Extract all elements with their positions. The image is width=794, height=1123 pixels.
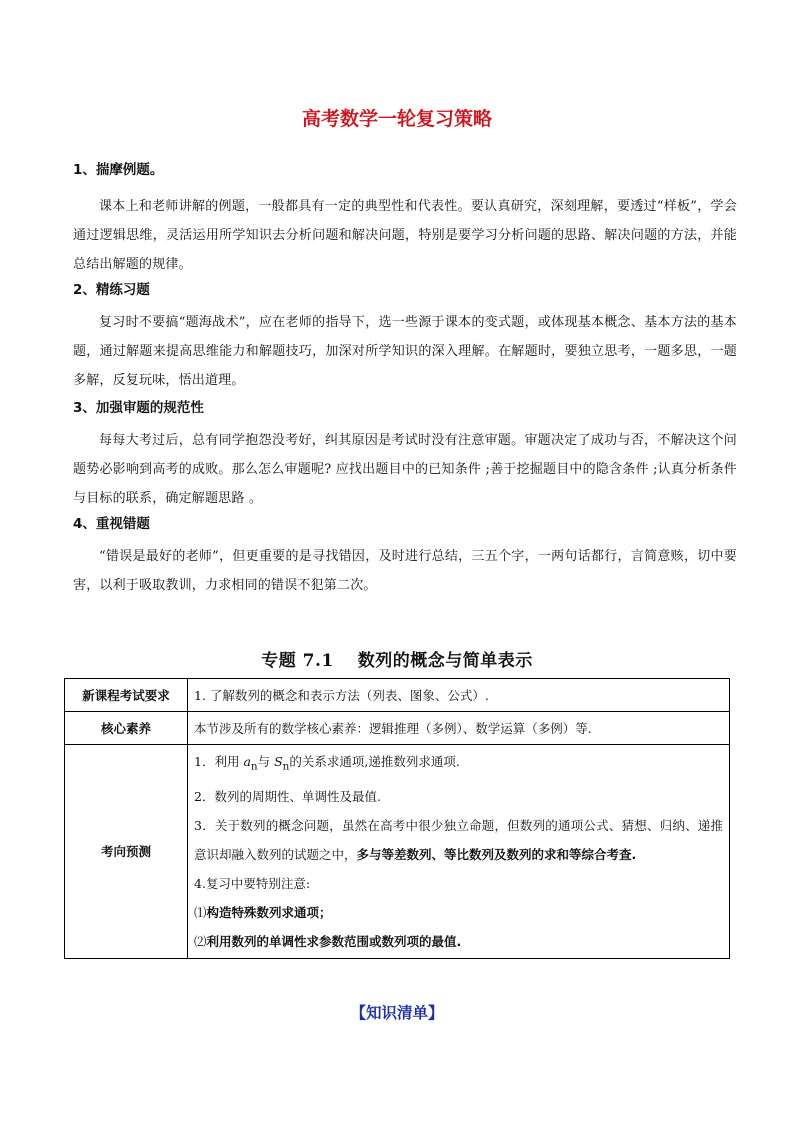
section-3-heading: 3、加强审题的规范性: [73, 400, 204, 416]
trend-item-5: ⑴构造特殊数列求通项；: [194, 904, 332, 920]
trend-item-3: 3．关于数列的概念问题，虽然在高考中很少独立命题，但数列的通项公式、猜想、归纳、递推意识却融入数列的试题之中，多与等差数列、等比数列及数列的求和等综合考查.: [194, 817, 723, 862]
page-title: 高考数学一轮复习策略: [301, 108, 492, 130]
trend-item-2: 2．数列的周期性、单调性及最值.: [194, 788, 381, 804]
row-label-requirements: 新课程考试要求: [65, 679, 188, 712]
section-3: [73, 398, 737, 513]
section-4-body: “错误是最好的老师”，但更重要的是寻找错因，及时进行总结，三五个字，一两句话都行，言简意赅，切中要害，以利于吸取教训，力求相同的错误不犯第二次。: [73, 549, 737, 593]
requirements-table: [64, 678, 730, 959]
section-2-body: 复习时不要搞“题海战术”，应在老师的指导下，选一些源于课本的变式题，或体现基本概念、基本方法的基本题，通过解题来提高思维能力和解题技巧，加深对所学知识的深入理解。在解题时，要独立思考，一题多思，一题多解，反复玩味，悟出道理。: [73, 315, 737, 388]
row-content-core-literacy: 本节涉及所有的数学核心素养：逻辑推理（多例）、数学运算（多例）等.: [188, 712, 730, 745]
topic-name: 数列的概念与简单表示: [357, 651, 533, 671]
section-4-heading: 4、重视错题: [73, 516, 150, 532]
section-2-heading: 2、精练习题: [73, 282, 150, 298]
trend-item-6: ⑵利用数列的单调性求参数范围或数列项的最值.: [194, 933, 462, 949]
section-4: [73, 514, 737, 600]
row-label-core-literacy: 核心素养: [65, 712, 188, 745]
section-1-heading: 1、揣摩例题。: [73, 162, 164, 178]
trend-item-4: 4.复习中要特别注意:: [194, 875, 311, 891]
topic-number: 专题 7.1: [261, 651, 334, 671]
row-label-exam-trends: 考向预测: [65, 745, 188, 959]
knowledge-list-heading: 【知识清单】: [350, 1003, 444, 1022]
section-2: [73, 280, 737, 395]
section-1-body: 课本上和老师讲解的例题，一般都具有一定的典型性和代表性。要认真研究，深刻理解，要透过“样板”，学会通过逻辑思维，灵活运用所学知识去分析问题和解决问题，特别是要学习分析问题的思路、解决问题的方法，并能总结出解题的规律。: [73, 199, 737, 272]
row-content-exam-trends: [188, 745, 730, 959]
table-row: [65, 679, 730, 712]
topic-title: [0, 646, 794, 671]
row-content-requirements: 1. 了解数列的概念和表示方法（列表、图象、公式）.: [188, 679, 730, 712]
section-3-body: 每每大考过后，总有同学抱怨没考好，纠其原因是考试时没有注意审题。审题决定了成功与否，不解决这个问题势必影响到高考的成败。那么怎么审题呢? 应找出题目中的已知条件 ;善于挖掘题目中的隐含条件 ;认真分析条件与目标的联系，确定解题思路 。: [73, 433, 737, 506]
trend-item-1: 1．利用 $a_n$与 $S_n$的关系求通项,递推数列求通项.: [194, 754, 460, 773]
table-row: [65, 712, 730, 745]
table-row: [65, 745, 730, 959]
section-1: [73, 160, 737, 279]
